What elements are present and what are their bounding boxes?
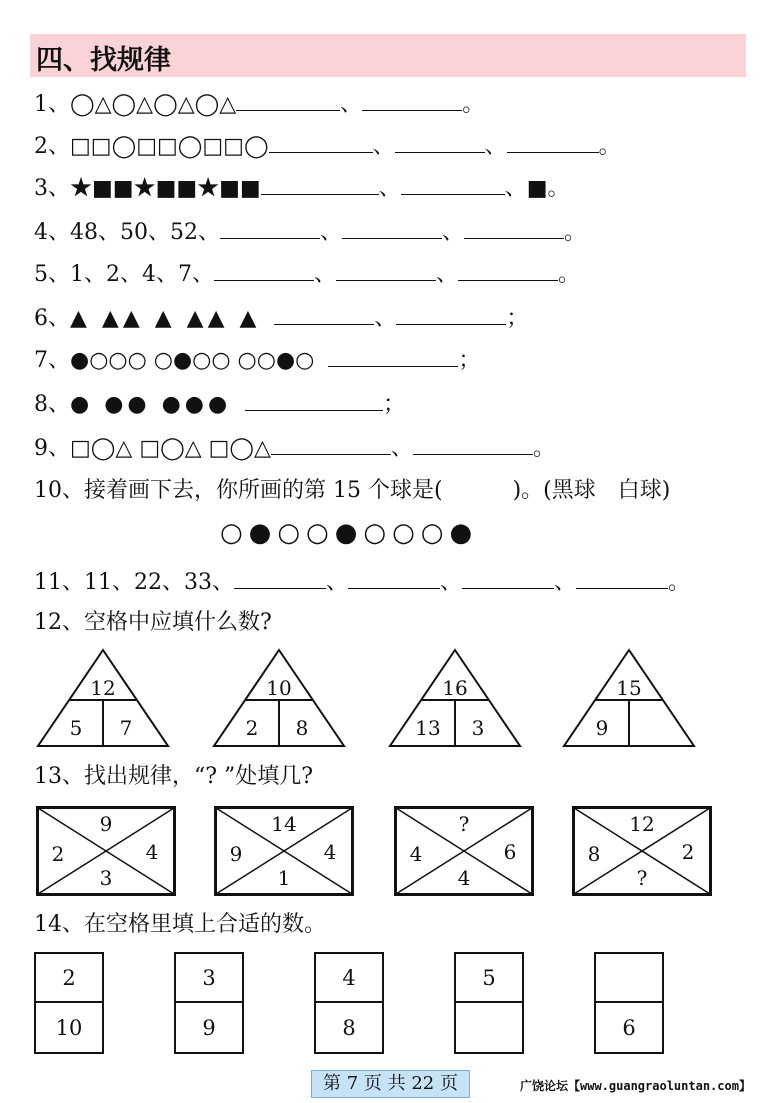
- triangle-top: 12: [90, 676, 116, 700]
- box-bottom: 9: [202, 1016, 216, 1040]
- question-9: 9、□◯△ □◯△ □◯△ 、 。: [34, 432, 555, 464]
- answer-blank[interactable]: [396, 302, 506, 325]
- number-triangle: [388, 648, 522, 748]
- answer-blank[interactable]: [328, 344, 458, 367]
- rect-top: 12: [629, 812, 655, 836]
- number-box: [314, 952, 384, 1054]
- question-8: 8、● ●● ●●● ；: [34, 388, 405, 420]
- pattern: ▲ ▲▲ ▲ ▲▲ ▲: [70, 306, 261, 331]
- box-divider: [456, 1001, 522, 1003]
- triangle-right: 8: [295, 716, 309, 740]
- answer-blank[interactable]: [395, 130, 485, 153]
- cross-rectangle: [36, 806, 176, 896]
- pattern: 11、22、33、: [84, 570, 234, 595]
- box-top: 3: [202, 966, 216, 990]
- pattern: ◯△◯△◯△◯△: [70, 92, 237, 117]
- answer-blank[interactable]: [220, 216, 320, 239]
- box-divider: [316, 1001, 382, 1003]
- answer-blank[interactable]: [464, 216, 564, 239]
- question-5: 5、1、2、4、7、 、 、 。: [34, 258, 580, 290]
- answer-blank[interactable]: [214, 258, 314, 281]
- triangle-right: 3: [471, 716, 485, 740]
- answer-blank[interactable]: [413, 432, 533, 455]
- question-11: 11、11、22、33、 、 、 、 。: [34, 566, 690, 598]
- number-triangle: [36, 648, 170, 748]
- answer-blank[interactable]: [401, 172, 505, 195]
- question-6: 6、▲ ▲▲ ▲ ▲▲ ▲ 、 ；: [34, 302, 528, 334]
- triangle-left: 13: [415, 716, 441, 740]
- answer-blank[interactable]: [234, 566, 326, 589]
- source-credit: 广饶论坛【www.guangraoluntan.com】: [520, 1079, 751, 1093]
- pattern: 48、50、52、: [70, 220, 220, 245]
- triangle-top: 15: [616, 676, 642, 700]
- box-top: 2: [62, 966, 76, 990]
- triangle-top: 16: [442, 676, 468, 700]
- number-box: [454, 952, 524, 1054]
- rect-top: 9: [99, 812, 113, 836]
- box-bottom: 6: [622, 1016, 636, 1040]
- rect-left: 9: [229, 842, 243, 866]
- box-bottom: 10: [55, 1016, 83, 1040]
- answer-blank[interactable]: [236, 88, 340, 111]
- rect-bottom-unknown[interactable]: ?: [636, 866, 648, 890]
- pattern: □□◯□□◯□□◯: [70, 134, 269, 159]
- question-number: 1、: [34, 92, 70, 117]
- section-title: 四、找规律: [36, 45, 171, 76]
- question-10: 10、接着画下去，你所画的第 15 个球是( )。(黑球 白球): [34, 478, 671, 503]
- box-bottom: 8: [342, 1016, 356, 1040]
- box-divider: [36, 1001, 102, 1003]
- answer-blank[interactable]: [576, 566, 668, 589]
- triangle-right: 7: [119, 716, 133, 740]
- answer-blank[interactable]: [269, 130, 373, 153]
- answer-blank[interactable]: [362, 88, 462, 111]
- answer-blank[interactable]: [342, 216, 442, 239]
- question-12: 12、空格中应填什么数?: [34, 610, 272, 635]
- question-3: 3、★■■★■■★■■ 、 、■。: [34, 172, 570, 204]
- answer-blank[interactable]: [271, 432, 391, 455]
- answer-blank[interactable]: [261, 172, 379, 195]
- rect-right: 6: [503, 840, 517, 864]
- number-box: [594, 952, 664, 1054]
- page-number: 第 7 页 共 22 页: [311, 1070, 470, 1098]
- answer-blank[interactable]: [245, 388, 383, 411]
- rect-right: 4: [323, 840, 337, 864]
- rect-top: 14: [271, 812, 297, 836]
- pattern: □◯△ □◯△ □◯△: [70, 436, 271, 461]
- question-4: 4、48、50、52、 、 、 。: [34, 216, 586, 248]
- cross-rectangle: [572, 806, 712, 896]
- pattern: ● ●● ●●●: [70, 392, 232, 417]
- box-divider: [176, 1001, 242, 1003]
- number-box: [174, 952, 244, 1054]
- box-top: 4: [342, 966, 356, 990]
- question-2: 2、□□◯□□◯□□◯ 、 、 。: [34, 130, 621, 162]
- rect-bottom: 1: [277, 866, 291, 890]
- number-triangle: [212, 648, 346, 748]
- answer-blank[interactable]: [336, 258, 436, 281]
- box-divider: [596, 1001, 662, 1003]
- pattern: ●○○○ ○●○○ ○○●○: [70, 348, 315, 373]
- triangle-left: 9: [595, 716, 609, 740]
- triangle-left: 5: [69, 716, 83, 740]
- question-13: 13、找出规律，“? ”处填几?: [34, 764, 314, 789]
- rect-top-unknown[interactable]: ?: [458, 812, 470, 836]
- rect-bottom: 3: [99, 866, 113, 890]
- cross-rectangle: [214, 806, 354, 896]
- rect-right: 2: [681, 840, 695, 864]
- pattern: 1、2、4、7、: [70, 262, 214, 287]
- rect-left: 4: [409, 842, 423, 866]
- answer-blank[interactable]: [274, 302, 374, 325]
- question-14: 14、在空格里填上合适的数。: [34, 912, 326, 937]
- triangle-top: 10: [266, 676, 292, 700]
- pattern: ★■■★■■★■■: [70, 176, 261, 201]
- box-top: 5: [482, 966, 496, 990]
- answer-blank[interactable]: [458, 258, 558, 281]
- triangle-left: 2: [245, 716, 259, 740]
- rect-left: 2: [51, 842, 65, 866]
- number-box: [34, 952, 104, 1054]
- cross-rectangle: [394, 806, 534, 896]
- ball-sequence: ○●○○●○○○●: [220, 518, 479, 548]
- question-7: 7、●○○○ ○●○○ ○○●○ ；: [34, 344, 480, 376]
- section-header: [30, 34, 746, 77]
- rect-bottom: 4: [457, 866, 471, 890]
- rect-left: 8: [587, 842, 601, 866]
- answer-blank[interactable]: [348, 566, 440, 589]
- answer-blank[interactable]: [462, 566, 554, 589]
- answer-blank[interactable]: [507, 130, 599, 153]
- number-triangle: [562, 648, 696, 748]
- rect-right: 4: [145, 840, 159, 864]
- question-1: 1、◯△◯△◯△◯△ 、 。: [34, 88, 484, 120]
